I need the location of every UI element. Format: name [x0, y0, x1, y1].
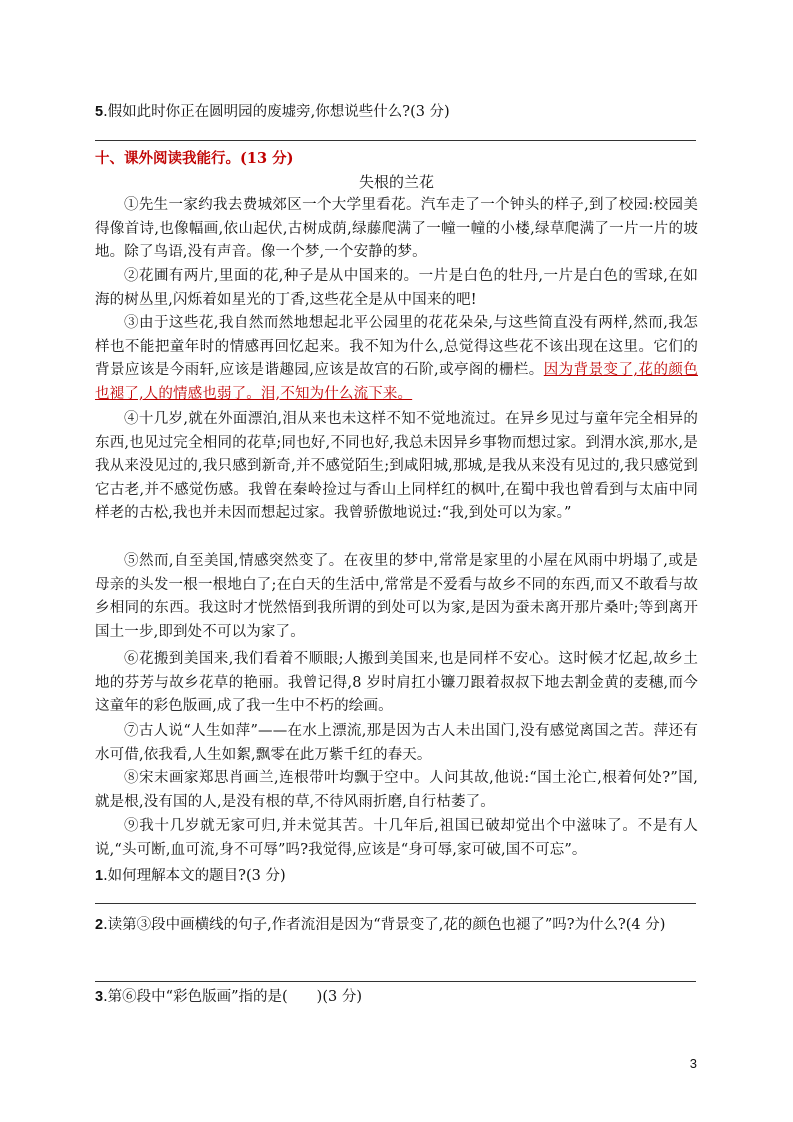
paragraph-2: ②花圃有两片,里面的花,种子是从中国来的。一片是白色的牡丹,一片是白色的雪球,在如海的树丛里,闪烁着如星光的丁香,这些花全是从中国来的吧! [95, 268, 698, 308]
question-1-text: .如何理解本文的题目?(3 分) [103, 868, 286, 884]
answer-line-5 [95, 140, 696, 141]
paragraph-6: ⑥花搬到美国来,我们看着不顺眼;人搬到美国来,也是同样不安心。这时候才忆起,故乡土地的芬芳与故乡花草的艳丽。我曾记得,8 岁时肩扛小镰刀跟着叔叔下地去割金黄的麦穗,而今这童年的彩色版画,成了我一生中不朽的绘画。 [95, 651, 698, 714]
question-1-number: 1 [95, 868, 104, 884]
page-number: 3 [689, 1056, 697, 1071]
question-2-number: 2 [95, 917, 104, 933]
question-5-text: .假如此时你正在圆明园的废墟旁,你想说些什么?(3 分) [103, 104, 450, 120]
question-3-text: .第⑥段中“彩色版画”指的是( )(3 分) [103, 989, 362, 1005]
question-5 [95, 100, 700, 124]
paragraph-8: ⑧宋末画家郑思肖画兰,连根带叶均飘于空中。人问其故,他说:“国土沦亡,根着何处?”国,就是根,没有国的人,是没有根的草,不待风雨折磨,自行枯萎了。 [95, 770, 698, 810]
answer-line-2 [95, 981, 696, 982]
paragraph-5: ⑤然而,自至美国,情感突然变了。在夜里的梦中,常常是家里的小屋在风雨中坍塌了,或是母亲的头发一根一根地白了;在白天的生活中,常常是不爱看与故乡不同的东西,而又不敢看与故乡相同的东西。我这时才恍然悟到我所谓的到处可以为家,是因为蚕未离开那片桑叶;等到离开国土一步,即到处不可以为家了。 [95, 553, 698, 640]
question-2-text: .读第③段中画横线的句子,作者流泪是因为“背景变了,花的颜色也褪了”吗?为什么?(4 分) [103, 917, 666, 933]
paragraph-3 [95, 312, 698, 406]
question-3 [95, 985, 700, 1009]
paragraph-9: ⑨我十几岁就无家可归,并未觉其苦。十几年后,祖国已破却觉出个中滋味了。不是有人说,“头可断,血可流,身不可辱”吗?我觉得,应该是“身可辱,家可破,国不可忘”。 [95, 818, 698, 858]
question-1 [95, 864, 700, 888]
question-3-number: 3 [95, 989, 104, 1005]
article-title: 失根的兰花 [358, 173, 434, 191]
paragraph-4: ④十几岁,就在外面漂泊,泪从来也未这样不知不觉地流过。在异乡见过与童年完全相异的东西,也见过完全相同的花草;同也好,不同也好,我总未因异乡事物而想过家。到渭水滨,那水,是我从来没见过的,我只感到新奇,并不感觉陌生;到咸阳城,那城,是我从来没有见过的,我只感觉到它古老,并不感觉伤感。我曾在秦岭捡过与香山上同样红的枫叶,在蜀中我也曾看到与太庙中同样老的古松,我也并未因而想起过家。我曾骄傲地说过:“我,到处可以为家。” [95, 411, 698, 521]
paragraph-7: ⑦古人说“人生如萍”——在水上漂流,那是因为古人未出国门,没有感觉离国之苦。萍还有水可借,依我看,人生如絮,飘零在此万紫千红的春天。 [95, 723, 698, 763]
underlined-sentence: 因为背景变了,花的颜色也褪了,人的情感也弱了。泪,不知为什么流下来。 [95, 362, 698, 402]
paragraph-3-text: ③由于这些花,我自然而然地想起北平公园里的花花朵朵,与这些简直没有两样,然而,我怎样也不能把童年时的情感再回忆起来。我不知为什么,总觉得这些花不该出现在这里。它们的背景应该是今雨轩,应该是谐趣园,应该是故宫的石阶,或亭阁的栅栏。 [95, 315, 698, 378]
answer-line-1 [95, 903, 696, 904]
section-heading: 十、课外阅读我能行。(13 分) [95, 150, 294, 167]
paragraph-1: ①先生一家约我去费城郊区一个大学里看花。汽车走了一个钟头的样子,到了校园:校园美得像首诗,也像幅画,依山起伏,古树成荫,绿藤爬满了一幢一幢的小楼,绿草爬满了一片一片的坡地。除了鸟语,没有声音。像一个梦,一个安静的梦。 [95, 197, 698, 260]
question-2 [95, 913, 700, 937]
question-5-number: 5 [95, 104, 104, 120]
